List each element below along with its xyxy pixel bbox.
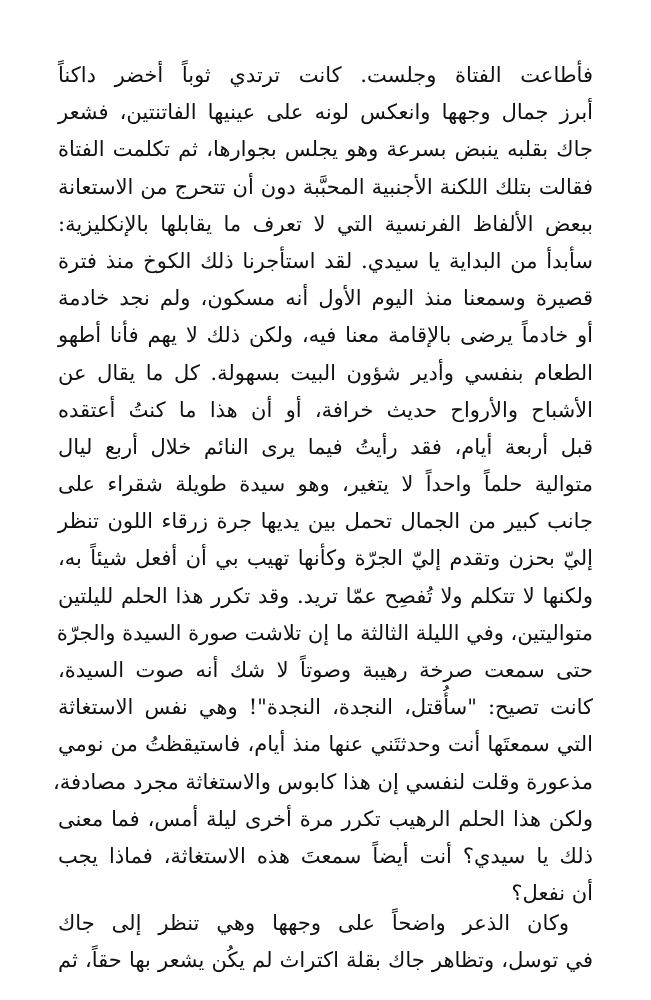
text-line: أن نفعل؟ [511,881,593,906]
text-line: كانت تصيح: "سأُقتل، النجدة، النجدة"! وهي نفس الاستغاثة [58,695,593,720]
text-line: متواليتين، وفي الليلة الثالثة ما إن تلاشت صورة السيدة والجرّة [56,620,593,645]
text-line: ببعض الألفاظ الفرنسية التي لا تعرف ما يقابلها بالإنكليزية: [58,211,593,236]
text-line: ولكن هذا الحلم الرهيب تكرر مرة أخرى ليلة أمس، فما معنى [58,806,593,831]
text-line: ذلك يا سيدي؟ أنت أيضاً سمعتَ هذه الاستغاثة، فماذا يجب [58,843,593,868]
text-line: أبرز جمال وجهها وانعكس لونه على عينيها الفاتنتين، فشعر [58,100,593,125]
text-line: جانب كبير من الجمال تحمل بين يديها جرة زرقاء اللون تنظر [58,509,593,534]
text-line: الطعام بنفسي وأدير شؤون البيت بسهولة. كل ما يقال عن [58,360,593,385]
text-line: الأشباح والأرواح حديث خرافة، أو أن هذا ما كنتُ أعتقده [58,397,593,422]
text-line: إليّ بحزن وتقدم إليّ الجرّة وكأنها تهيب بي أن أفعل شيئاً به، [58,546,593,571]
text-line: في توسل، وتظاهر جاك بقلة اكتراث لم يكُن يشعر بها حقاً، ثم [58,948,593,973]
text-line: سأبدأ من البداية يا سيدي. لقد استأجرنا ذلك الكوخ منذ فترة [58,248,593,273]
text-line: فقالت بتلك اللكنة الأجنبية المحبَّبة دون أن تتحرج من الاستعانة [58,174,593,199]
text-line: التي سمعتَها أنت وحدثتَني عنها منذ أيام، فاستيقظتُ من نومي [58,732,593,757]
text-line: قصيرة وسمعنا منذ اليوم الأول أنه مسكون، ولم نجد خادمة [58,286,593,311]
text-line: مذعورة وقلت لنفسي إن هذا كابوس والاستغاثة مجرد مصادفة، [52,769,593,794]
text-line: جاك بقلبه ينبض بسرعة وهو يجلس بجوارها، ثم تكلمت الفتاة [58,137,593,162]
paragraph-2 [58,905,593,979]
text-line: فأطاعت الفتاة وجلست. كانت ترتدي ثوباً أخضر داكناً [58,63,593,87]
text-line: ولكنها لا تتكلم ولا تُفصِح عمّا تريد. وقد تكرر هذا الحلم لليلتين [58,583,593,608]
text-line: حتى سمعت صرخة رهيبة وصوتاً لا شك أنه صوت السيدة، [58,658,593,682]
paragraph-1 [52,57,593,912]
text-line: متوالية حلماً واحداً لا يتغير، وهو سيدة طويلة شقراء على [58,472,593,497]
text-line: أو خادماً يرضى بالإقامة معنا فيه، ولكن ذلك لا يهم فأنا أطهو [58,323,593,348]
text-line: وكان الذعر واضحاً على وجهها وهي تنظر إلى جاك [58,911,569,935]
text-line: قبل أربعة أيام، فقد رأيتُ فيما يرى النائم خلال أربع ليال [58,434,593,459]
